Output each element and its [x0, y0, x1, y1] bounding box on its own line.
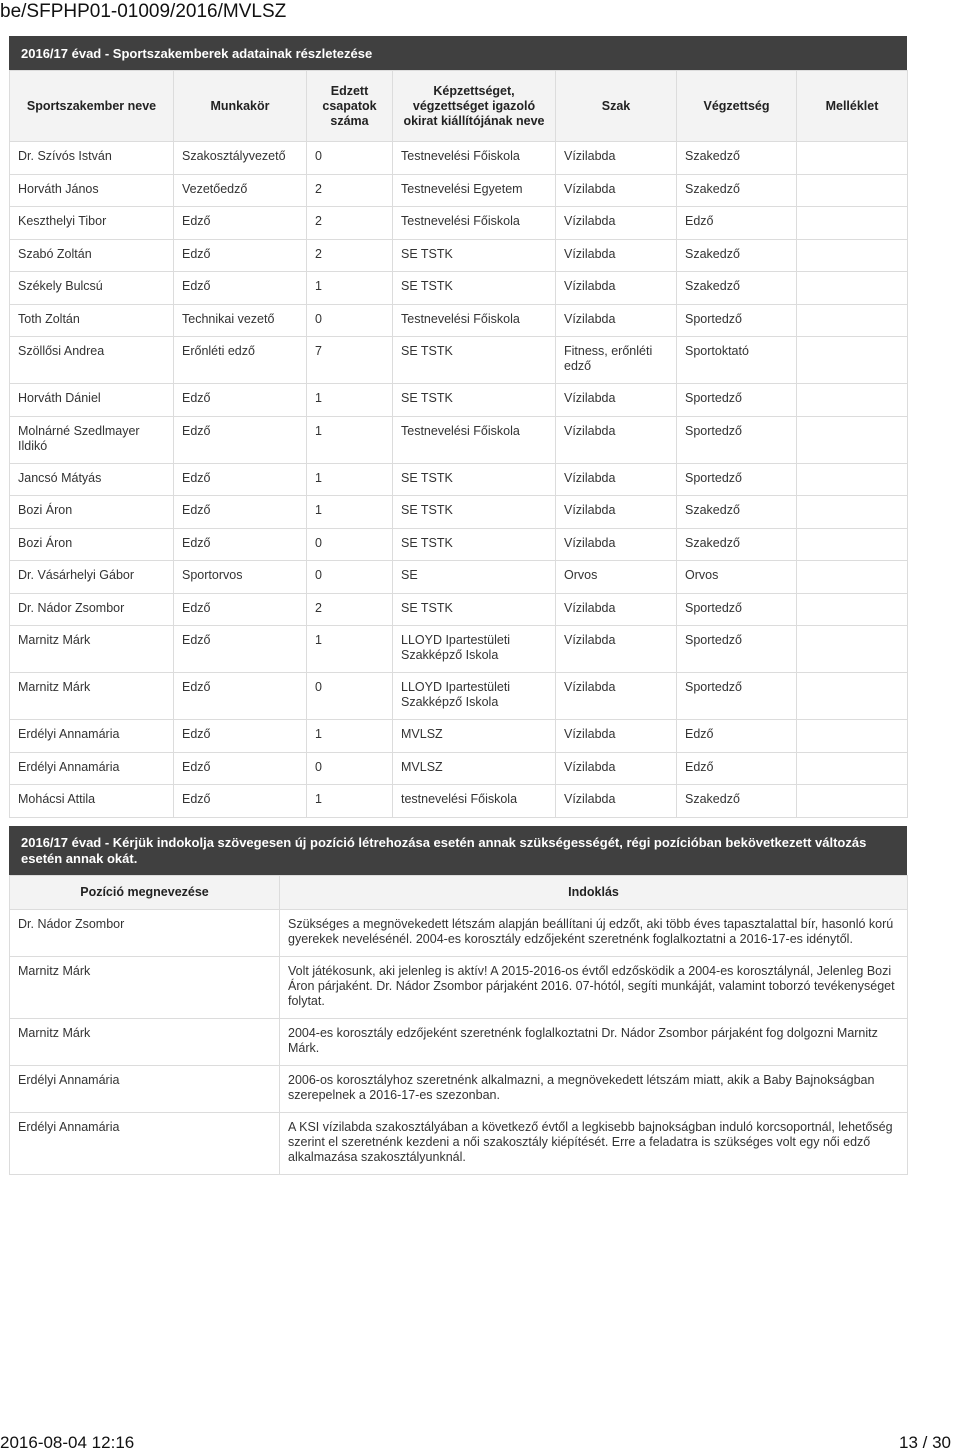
justification-text-cell: 2006-os korosztályhoz szeretnénk alkalmazni, a megnövekedett létszám miatt, akik a Baby Bajnokságban szerepelnek a 2016-17-es szezonban.	[280, 1066, 908, 1113]
staff-name-cell: Horváth János	[10, 175, 174, 207]
staff-attachment-cell	[797, 272, 908, 305]
staff-attachment-cell	[797, 142, 908, 175]
staff-name-cell: Jancsó Mátyás	[10, 464, 174, 496]
staff-name-cell: Molnárné Szedlmayer Ildikó	[10, 417, 174, 464]
table-row	[10, 753, 908, 785]
staff-issuer-cell: testnevelési Főiskola	[393, 785, 556, 818]
table-row	[10, 785, 908, 818]
staff-teams-count-cell: 0	[307, 753, 393, 785]
staff-attachment-cell	[797, 240, 908, 272]
staff-major-cell: Vízilabda	[556, 720, 677, 753]
header-position: Pozíció megnevezése	[10, 876, 280, 910]
staff-major-cell: Vízilabda	[556, 785, 677, 818]
staff-attachment-cell	[797, 417, 908, 464]
staff-major-cell: Vízilabda	[556, 464, 677, 496]
staff-name-cell: Szöllősi Andrea	[10, 337, 174, 384]
staff-name-cell: Székely Bulcsú	[10, 272, 174, 305]
staff-qualification-cell: Sportedző	[677, 417, 797, 464]
staff-teams-count-cell: 2	[307, 175, 393, 207]
staff-teams-count-cell: 1	[307, 272, 393, 305]
staff-role-cell: Edző	[174, 240, 307, 272]
staff-qualification-cell: Edző	[677, 207, 797, 240]
staff-name-cell: Bozi Áron	[10, 496, 174, 529]
staff-issuer-cell: Testnevelési Főiskola	[393, 207, 556, 240]
table-row	[10, 1113, 908, 1175]
staff-teams-count-cell: 2	[307, 594, 393, 626]
justification-section	[9, 826, 907, 1175]
staff-name-cell: Dr. Vásárhelyi Gábor	[10, 561, 174, 594]
staff-table-body	[10, 142, 908, 818]
document-id: be/SFPHP01-01009/2016/MVLSZ	[0, 1, 287, 22]
staff-name-cell: Erdélyi Annamária	[10, 753, 174, 785]
table-row	[10, 1066, 908, 1113]
staff-qualification-cell: Szakedző	[677, 496, 797, 529]
staff-issuer-cell: SE TSTK	[393, 464, 556, 496]
staff-attachment-cell	[797, 496, 908, 529]
staff-major-cell: Vízilabda	[556, 240, 677, 272]
position-name-cell: Dr. Nádor Zsombor	[10, 910, 280, 957]
staff-teams-count-cell: 0	[307, 142, 393, 175]
header-justification: Indoklás	[280, 876, 908, 910]
staff-teams-count-cell: 0	[307, 529, 393, 561]
staff-issuer-cell: SE TSTK	[393, 240, 556, 272]
staff-role-cell: Edző	[174, 594, 307, 626]
staff-issuer-cell: MVLSZ	[393, 753, 556, 785]
staff-issuer-cell: SE TSTK	[393, 594, 556, 626]
staff-qualification-cell: Szakedző	[677, 272, 797, 305]
table-row	[10, 240, 908, 272]
section-title: 2016/17 évad - Sportszakemberek adatainak részletezése	[9, 36, 907, 70]
header-role: Munkakör	[174, 71, 307, 142]
staff-name-cell: Mohácsi Attila	[10, 785, 174, 818]
staff-issuer-cell: SE TSTK	[393, 529, 556, 561]
staff-role-cell: Edző	[174, 626, 307, 673]
staff-major-cell: Vízilabda	[556, 175, 677, 207]
table-row	[10, 1019, 908, 1066]
staff-qualification-cell: Szakedző	[677, 175, 797, 207]
staff-role-cell: Szakosztályvezető	[174, 142, 307, 175]
table-row	[10, 720, 908, 753]
staff-role-cell: Sportorvos	[174, 561, 307, 594]
staff-teams-count-cell: 2	[307, 240, 393, 272]
staff-major-cell: Vízilabda	[556, 272, 677, 305]
staff-major-cell: Vízilabda	[556, 142, 677, 175]
staff-role-cell: Edző	[174, 207, 307, 240]
staff-teams-count-cell: 0	[307, 561, 393, 594]
staff-qualification-cell: Edző	[677, 720, 797, 753]
header-name: Sportszakember neve	[10, 71, 174, 142]
staff-major-cell: Vízilabda	[556, 753, 677, 785]
staff-attachment-cell	[797, 626, 908, 673]
header-qualification: Végzettség	[677, 71, 797, 142]
staff-major-cell: Vízilabda	[556, 626, 677, 673]
staff-table-header	[10, 71, 908, 142]
table-row	[10, 464, 908, 496]
header-attachment: Melléklet	[797, 71, 908, 142]
table-row	[10, 272, 908, 305]
staff-issuer-cell: SE TSTK	[393, 384, 556, 417]
staff-attachment-cell	[797, 207, 908, 240]
staff-major-cell: Vízilabda	[556, 529, 677, 561]
staff-attachment-cell	[797, 529, 908, 561]
staff-issuer-cell: SE TSTK	[393, 337, 556, 384]
staff-teams-count-cell: 0	[307, 673, 393, 720]
staff-qualification-cell: Sportedző	[677, 464, 797, 496]
staff-name-cell: Bozi Áron	[10, 529, 174, 561]
header-issuer: Képzettséget, végzettséget igazoló okirat kiállítójának neve	[393, 71, 556, 142]
staff-teams-count-cell: 7	[307, 337, 393, 384]
justification-table	[9, 875, 908, 1175]
staff-role-cell: Edző	[174, 529, 307, 561]
staff-qualification-cell: Sportedző	[677, 384, 797, 417]
position-name-cell: Marnitz Márk	[10, 1019, 280, 1066]
staff-name-cell: Marnitz Márk	[10, 673, 174, 720]
staff-attachment-cell	[797, 594, 908, 626]
staff-qualification-cell: Sportedző	[677, 594, 797, 626]
staff-issuer-cell: SE TSTK	[393, 496, 556, 529]
table-row	[10, 142, 908, 175]
table-row	[10, 417, 908, 464]
staff-qualification-cell: Sportedző	[677, 305, 797, 337]
table-row	[10, 957, 908, 1019]
staff-attachment-cell	[797, 673, 908, 720]
staff-qualification-cell: Sportoktató	[677, 337, 797, 384]
staff-teams-count-cell: 1	[307, 785, 393, 818]
staff-role-cell: Edző	[174, 272, 307, 305]
header-major: Szak	[556, 71, 677, 142]
justification-text-cell: A KSI vízilabda szakosztályában a következő évtől a legkisebb bajnokságban induló korcsoportnál, lehetőség szerint el szeretnénk kezdeni a női szakosztály kiépítését. Erre a feladatra is szükséges volt egy női edző alkalmazása szakosztályunknál.	[280, 1113, 908, 1175]
staff-role-cell: Edző	[174, 496, 307, 529]
staff-attachment-cell	[797, 561, 908, 594]
staff-major-cell: Vízilabda	[556, 594, 677, 626]
justification-text-cell: Volt játékosunk, aki jelenleg is aktív! A 2015-2016-os évtől edzősködik a 2004-es korosztálynál, Jelenleg Bozi Áron párjaként. Dr. Nádor Zsombor párjaként 2016. 07-hótól, segíti munkáját, valamint toborzó tevékenységet folytat.	[280, 957, 908, 1019]
staff-attachment-cell	[797, 464, 908, 496]
staff-name-cell: Horváth Dániel	[10, 384, 174, 417]
staff-qualification-cell: Sportedző	[677, 673, 797, 720]
staff-attachment-cell	[797, 753, 908, 785]
staff-major-cell: Vízilabda	[556, 305, 677, 337]
staff-role-cell: Edző	[174, 384, 307, 417]
staff-issuer-cell: LLOYD Ipartestületi Szakképző Iskola	[393, 673, 556, 720]
staff-major-cell: Vízilabda	[556, 384, 677, 417]
staff-name-cell: Marnitz Márk	[10, 626, 174, 673]
staff-issuer-cell: Testnevelési Főiskola	[393, 142, 556, 175]
table-row	[10, 175, 908, 207]
staff-teams-count-cell: 0	[307, 305, 393, 337]
staff-qualification-cell: Szakedző	[677, 240, 797, 272]
staff-issuer-cell: Testnevelési Egyetem	[393, 175, 556, 207]
staff-teams-count-cell: 1	[307, 626, 393, 673]
staff-name-cell: Szabó Zoltán	[10, 240, 174, 272]
table-row	[10, 305, 908, 337]
staff-major-cell: Fitness, erőnléti edző	[556, 337, 677, 384]
table-row	[10, 529, 908, 561]
staff-teams-count-cell: 1	[307, 720, 393, 753]
staff-name-cell: Keszthelyi Tibor	[10, 207, 174, 240]
table-row	[10, 496, 908, 529]
justification-text-cell: 2004-es korosztály edzőjeként szeretnénk foglalkoztatni Dr. Nádor Zsombor párjaként fog dolgozni Marnitz Márk.	[280, 1019, 908, 1066]
staff-major-cell: Vízilabda	[556, 496, 677, 529]
position-name-cell: Marnitz Márk	[10, 957, 280, 1019]
section-title: 2016/17 évad - Kérjük indokolja szövegesen új pozíció létrehozása esetén annak szükségességét, régi pozícióban bekövetkezett változás esetén annak okát.	[9, 826, 907, 875]
staff-major-cell: Vízilabda	[556, 207, 677, 240]
staff-role-cell: Edző	[174, 417, 307, 464]
staff-role-cell: Erőnléti edző	[174, 337, 307, 384]
staff-role-cell: Edző	[174, 785, 307, 818]
staff-table	[9, 70, 908, 818]
staff-qualification-cell: Szakedző	[677, 142, 797, 175]
table-row	[10, 910, 908, 957]
staff-role-cell: Edző	[174, 753, 307, 785]
justification-table-body	[10, 910, 908, 1175]
staff-attachment-cell	[797, 337, 908, 384]
staff-name-cell: Erdélyi Annamária	[10, 720, 174, 753]
staff-role-cell: Edző	[174, 673, 307, 720]
table-row	[10, 561, 908, 594]
staff-attachment-cell	[797, 305, 908, 337]
staff-name-cell: Dr. Szívós István	[10, 142, 174, 175]
table-row	[10, 384, 908, 417]
staff-major-cell: Vízilabda	[556, 673, 677, 720]
justification-text-cell: Szükséges a megnövekedett létszám alapján beállítani új edzőt, aki több éves tapasztalattal bír, hasonló korú gyerekek nevelésénél. 2004-es korosztály edzőjeként szeretnénk foglalkoztatni a 2016-17-es idénytől.	[280, 910, 908, 957]
table-row	[10, 626, 908, 673]
justification-table-header	[10, 876, 908, 910]
table-row	[10, 207, 908, 240]
staff-qualification-cell: Szakedző	[677, 529, 797, 561]
staff-role-cell: Edző	[174, 464, 307, 496]
staff-teams-count-cell: 2	[307, 207, 393, 240]
staff-major-cell: Vízilabda	[556, 417, 677, 464]
staff-issuer-cell: MVLSZ	[393, 720, 556, 753]
staff-issuer-cell: SE TSTK	[393, 272, 556, 305]
staff-qualification-cell: Sportedző	[677, 626, 797, 673]
staff-role-cell: Edző	[174, 720, 307, 753]
staff-major-cell: Orvos	[556, 561, 677, 594]
footer-timestamp: 2016-08-04 12:16	[0, 1433, 135, 1452]
staff-issuer-cell: LLOYD Ipartestületi Szakképző Iskola	[393, 626, 556, 673]
staff-issuer-cell: SE	[393, 561, 556, 594]
staff-issuer-cell: Testnevelési Főiskola	[393, 305, 556, 337]
staff-details-section	[9, 36, 907, 818]
table-row	[10, 594, 908, 626]
staff-attachment-cell	[797, 720, 908, 753]
staff-attachment-cell	[797, 384, 908, 417]
staff-issuer-cell: Testnevelési Főiskola	[393, 417, 556, 464]
staff-name-cell: Toth Zoltán	[10, 305, 174, 337]
table-row	[10, 673, 908, 720]
staff-attachment-cell	[797, 175, 908, 207]
table-row	[10, 337, 908, 384]
staff-teams-count-cell: 1	[307, 496, 393, 529]
staff-teams-count-cell: 1	[307, 417, 393, 464]
position-name-cell: Erdélyi Annamária	[10, 1113, 280, 1175]
staff-role-cell: Technikai vezető	[174, 305, 307, 337]
staff-name-cell: Dr. Nádor Zsombor	[10, 594, 174, 626]
staff-teams-count-cell: 1	[307, 464, 393, 496]
staff-qualification-cell: Orvos	[677, 561, 797, 594]
staff-attachment-cell	[797, 785, 908, 818]
page-number: 13 / 30	[899, 1433, 951, 1452]
position-name-cell: Erdélyi Annamária	[10, 1066, 280, 1113]
header-teams-count: Edzett csapatok száma	[307, 71, 393, 142]
staff-qualification-cell: Szakedző	[677, 785, 797, 818]
staff-qualification-cell: Edző	[677, 753, 797, 785]
staff-teams-count-cell: 1	[307, 384, 393, 417]
staff-role-cell: Vezetőedző	[174, 175, 307, 207]
